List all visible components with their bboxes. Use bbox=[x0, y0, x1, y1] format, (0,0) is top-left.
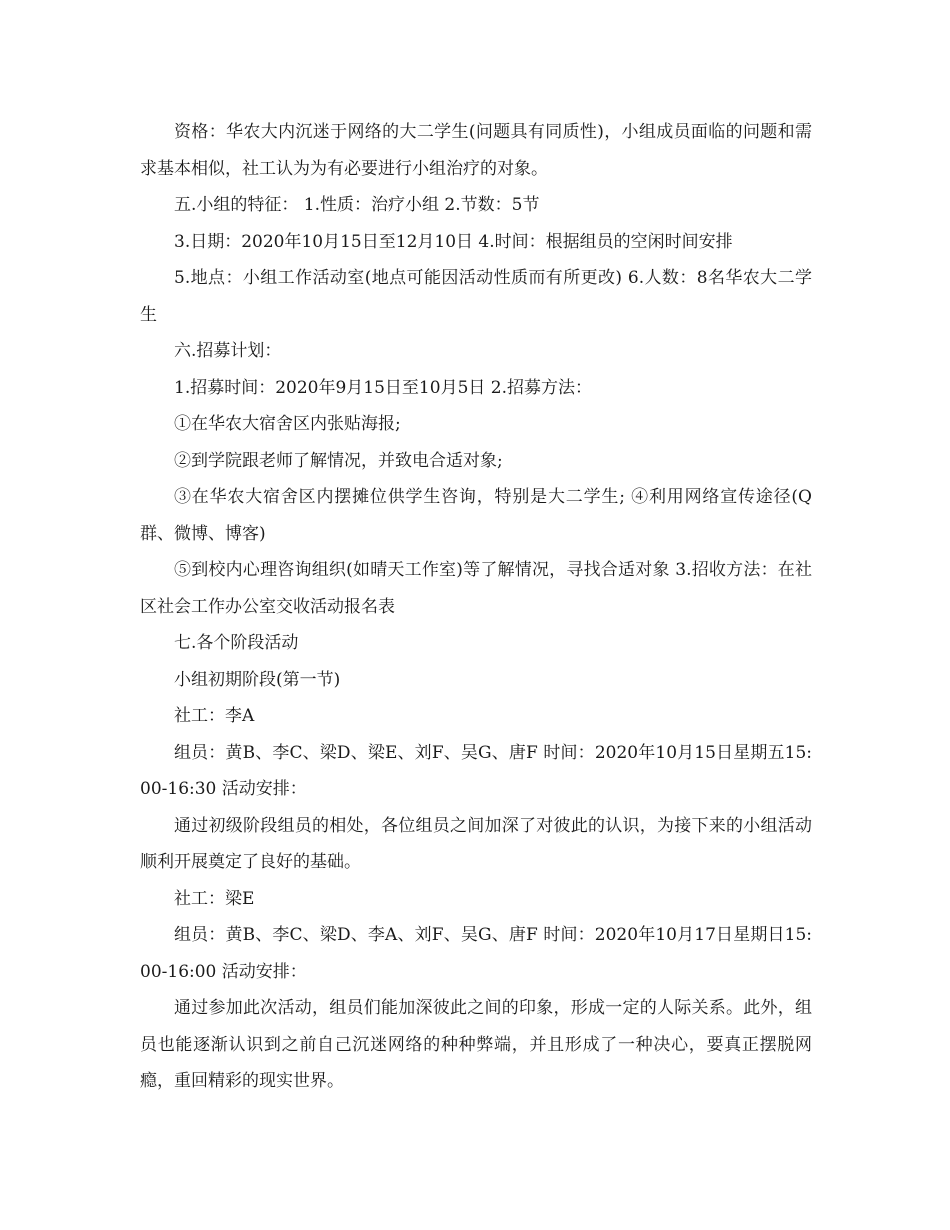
paragraph-summary-1: 通过初级阶段组员的相处，各位组员之间加深了对彼此的认识，为接下来的小组活动顺利开展奠定了良好的基础。 bbox=[140, 815, 812, 872]
paragraph-section-six: 六.招募计划： bbox=[174, 341, 282, 361]
paragraph-stage-one-title: 小组初期阶段(第一节) bbox=[174, 669, 341, 690]
paragraph-members-1: 组员：黄B、李C、梁D、梁E、刘F、吴G、唐F 时间：2020年10月15日星期五15:00-16:30 活动安排： bbox=[140, 742, 812, 799]
paragraph-method-1: ①在华农大宿舍区内张贴海报; bbox=[174, 414, 401, 434]
paragraph-recruit-time: 1.招募时间：2020年9月15日至10月5日 2.招募方法： bbox=[174, 377, 593, 398]
paragraph-method-2: ②到学院跟老师了解情况，并致电合适对象; bbox=[174, 450, 503, 471]
paragraph-date-time: 3.日期：2020年10月15日至12月10日 4.时间：根据组员的空闲时间安排 bbox=[174, 231, 733, 252]
paragraph-social-worker-2: 社工：梁E bbox=[174, 888, 255, 909]
paragraph-method-5: ⑤到校内心理咨询组织(如晴天工作室)等了解情况，寻找合适对象 3.招收方法：在社区社会工作办公室交收活动报名表 bbox=[140, 560, 812, 617]
paragraph-section-five: 五.小组的特征： 1.性质：治疗小组 2.节数：5节 bbox=[174, 195, 540, 215]
paragraph-summary-2: 通过参加此次活动，组员们能加深彼此之间的印象，形成一定的人际关系。此外，组员也能逐渐认识到之前自己沉迷网络的种种弊端，并且形成了一种决心，要真正摆脱网瘾，重回精彩的现实世界。 bbox=[140, 998, 812, 1091]
paragraph-method-3-4: ③在华农大宿舍区内摆摊位供学生咨询，特别是大二学生; ④利用网络宣传途径(Q群、微博、博客) bbox=[140, 487, 812, 544]
paragraph-qualification: 资格：华农大内沉迷于网络的大二学生(问题具有同质性)，小组成员面临的问题和需求基本相似，社工认为为有必要进行小组治疗的对象。 bbox=[140, 122, 812, 179]
paragraph-location-count: 5.地点：小组工作活动室(地点可能因活动性质而有所更改) 6.人数：8名华农大二学生 bbox=[140, 268, 812, 325]
document-body bbox=[140, 114, 812, 1100]
paragraph-section-seven: 七.各个阶段活动 bbox=[174, 633, 299, 653]
paragraph-social-worker-1: 社工：李A bbox=[174, 706, 255, 726]
paragraph-members-2: 组员：黄B、李C、梁D、李A、刘F、吴G、唐F 时间：2020年10月17日星期日15:00-16:00 活动安排： bbox=[140, 925, 812, 982]
